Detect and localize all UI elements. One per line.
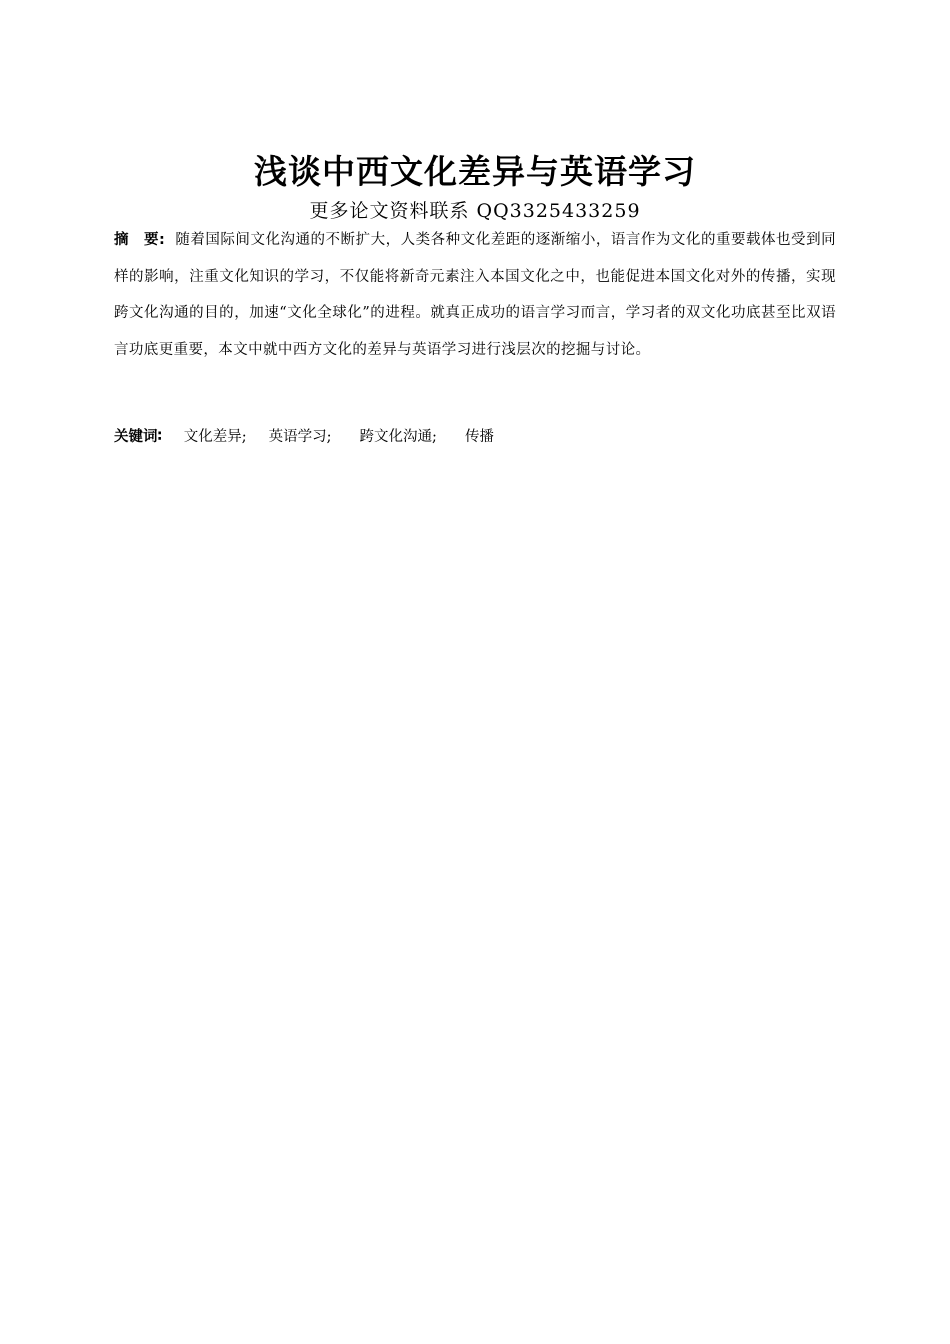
keyword-item: 跨文化沟通;	[359, 429, 437, 445]
abstract-text: 随着国际间文化沟通的不断扩大，人类各种文化差距的逐渐缩小，语言作为文化的重要载体也受到同样的影响，注重文化知识的学习，不仅能将新奇元素注入本国文化之中，也能促进本国文化对外的传播，实现跨文化沟通的目的，加速“文化全球化”的进程。就真正成功的语言学习而言，学习者的双文化功底甚至比双语言功底更重要，本文中就中西方文化的差异与英语学习进行浅层次的挖掘与讨论。	[114, 232, 836, 358]
keywords-line	[114, 422, 836, 452]
document-subtitle: 更多论文资料联系 QQ3325433259	[309, 200, 641, 222]
keyword-item: 文化差异;	[183, 429, 247, 445]
abstract-label: 摘 要:	[114, 232, 166, 248]
keyword-item: 英语学习;	[268, 429, 332, 445]
keyword-item: 传播	[464, 429, 494, 445]
abstract-paragraph	[114, 222, 836, 368]
document-title: 浅谈中西文化差异与英语学习	[254, 152, 696, 191]
keywords-label: 关键词∶	[114, 429, 162, 445]
